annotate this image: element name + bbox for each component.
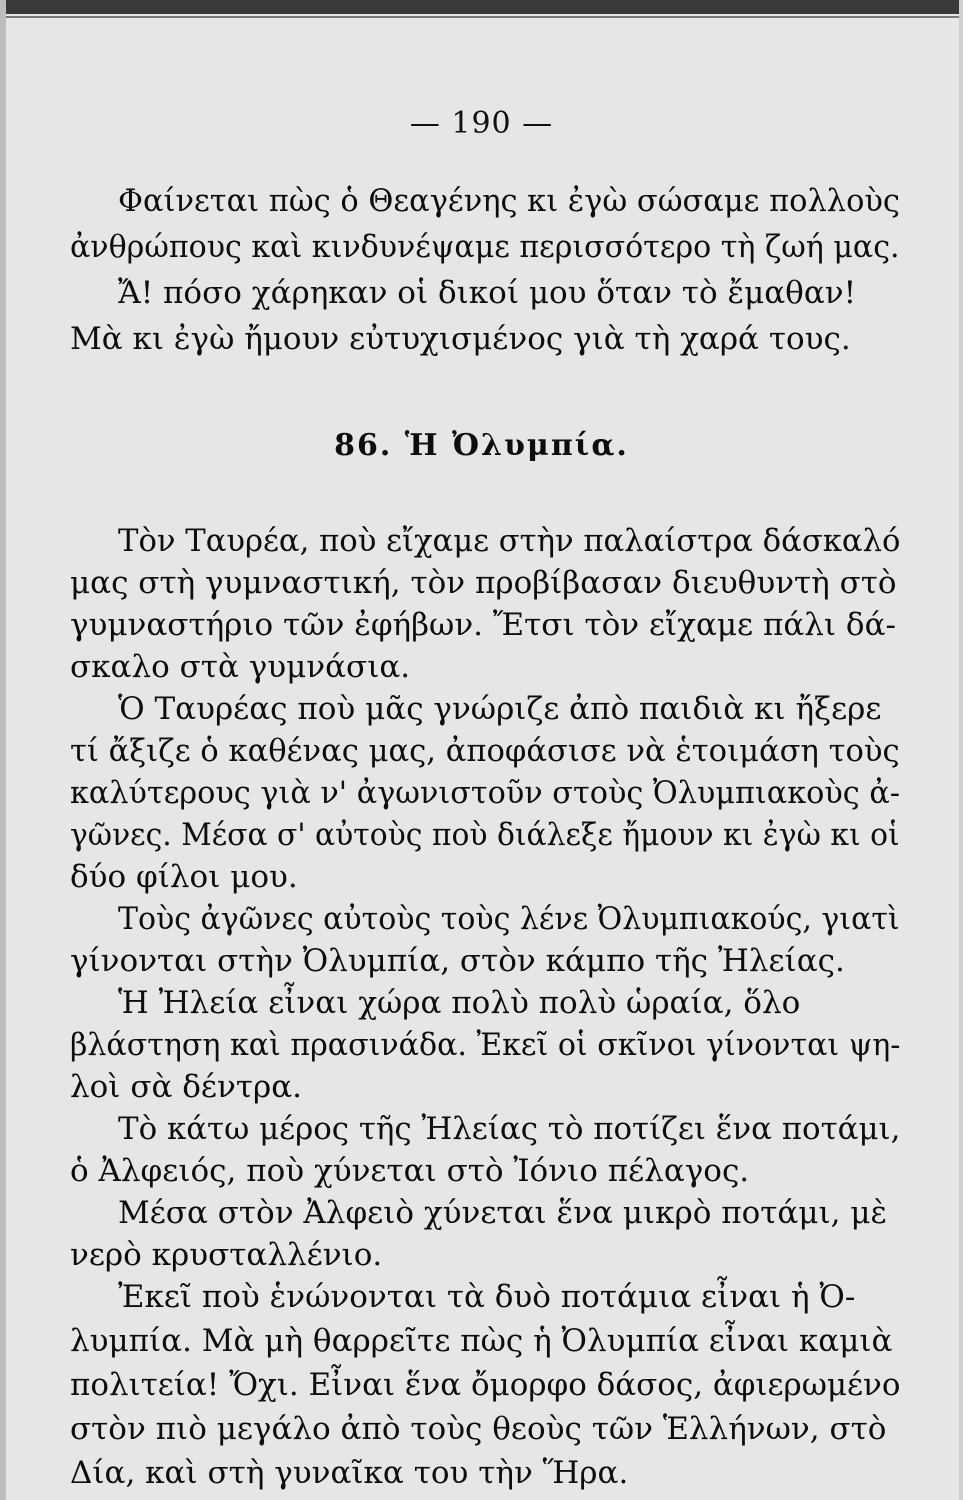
scan-right-edge (959, 0, 963, 1500)
text-line: μας στὴ γυμναστική, τὸν προβίβασαν διευθυντὴ στὸ (70, 565, 897, 601)
scan-left-edge (0, 0, 6, 1500)
page-number: — 190 — (409, 106, 554, 141)
text-line: βλάστηση καὶ πρασινάδα. Ἐκεῖ οἱ σκῖνοι γίνονται ψη- (70, 1027, 901, 1063)
text-line: Τὸ κάτω μέρος τῆς Ἠλείας τὸ ποτίζει ἕνα ποτάμι, (118, 1111, 901, 1147)
text-line: σκαλο στὰ γυμνάσια. (70, 649, 411, 685)
text-line: Μέσα στὸν Ἀλφειὸ χύνεται ἕνα μικρὸ ποτάμι, μὲ (118, 1195, 888, 1231)
text-line: ἀνθρώπους καὶ κινδυνέψαμε περισσότερο τὴ ζωή μας. (70, 229, 900, 265)
text-line: Ὁ Ταυρέας ποὺ μᾶς γνώριζε ἀπὸ παιδιὰ κι ἤξερε (118, 691, 882, 727)
text-line: Ἄ! πόσο χάρηκαν οἱ δικοί μου ὅταν τὸ ἔμαθαν! (118, 275, 857, 311)
text-line: Ἡ Ἠλεία εἶναι χώρα πολὺ πολὺ ὡραία, ὅλο (118, 985, 801, 1021)
text-line: Δία, καὶ στὴ γυναῖκα του τὴν Ἥρα. (70, 1455, 629, 1491)
text-line: γίνονται στὴν Ὀλυμπία, στὸν κάμπο τῆς Ἠλείας. (70, 943, 845, 979)
text-line: λοὶ σὰ δέντρα. (70, 1069, 303, 1105)
section-heading: 86. Ἡ Ὀλυμπία. (334, 428, 629, 463)
text-line: νερὸ κρυσταλλένιο. (70, 1237, 383, 1273)
text-line: Μὰ κι ἐγὼ ἤμουν εὐτυχισμένος γιὰ τὴ χαρά τους. (70, 321, 851, 357)
text-line: στὸν πιὸ μεγάλο ἀπὸ τοὺς θεοὺς τῶν Ἑλλήνων, στὸ (70, 1411, 887, 1447)
text-line: Τοὺς ἀγῶνες αὐτοὺς τοὺς λένε Ὀλυμπιακούς, γιατὶ (118, 901, 900, 937)
text-line: δύο φίλοι μου. (70, 859, 298, 895)
text-line: καλύτερους γιὰ ν' ἀγωνιστοῦν στοὺς Ὀλυμπιακοὺς ἀ- (70, 775, 901, 811)
scan-top-border (0, 0, 963, 14)
text-line: πολιτεία! Ὄχι. Εἶναι ἕνα ὄμορφο δάσος, ἀφιερωμένο (70, 1367, 901, 1403)
text-line: Ἐκεῖ ποὺ ἑνώνονται τὰ δυὸ ποτάμια εἶναι ἡ Ὀ- (118, 1279, 856, 1315)
text-line: Φαίνεται πὼς ὁ Θεαγένης κι ἐγὼ σώσαμε πολλοὺς (118, 183, 900, 219)
text-line: Τὸν Ταυρέα, ποὺ εἴχαμε στὴν παλαίστρα δάσκαλό (118, 523, 901, 559)
scan-top-rule (0, 16, 963, 18)
text-line: γῶνες. Μέσα σ' αὐτοὺς ποὺ διάλεξε ἤμουν κι ἐγὼ κι οἱ (70, 817, 900, 853)
text-line: τί ἄξιζε ὁ καθένας μας, ἀποφάσισε νὰ ἑτοιμάση τοὺς (70, 733, 900, 769)
text-line: γυμναστήριο τῶν ἐφήβων. Ἔτσι τὸν εἴχαμε πάλι δά- (70, 607, 896, 643)
text-line: ὁ Ἀλφειός, ποὺ χύνεται στὸ Ἰόνιο πέλαγος. (70, 1153, 750, 1189)
text-line: λυμπία. Μὰ μὴ θαρρεῖτε πὼς ἡ Ὀλυμπία εἶναι καμιὰ (70, 1323, 893, 1359)
